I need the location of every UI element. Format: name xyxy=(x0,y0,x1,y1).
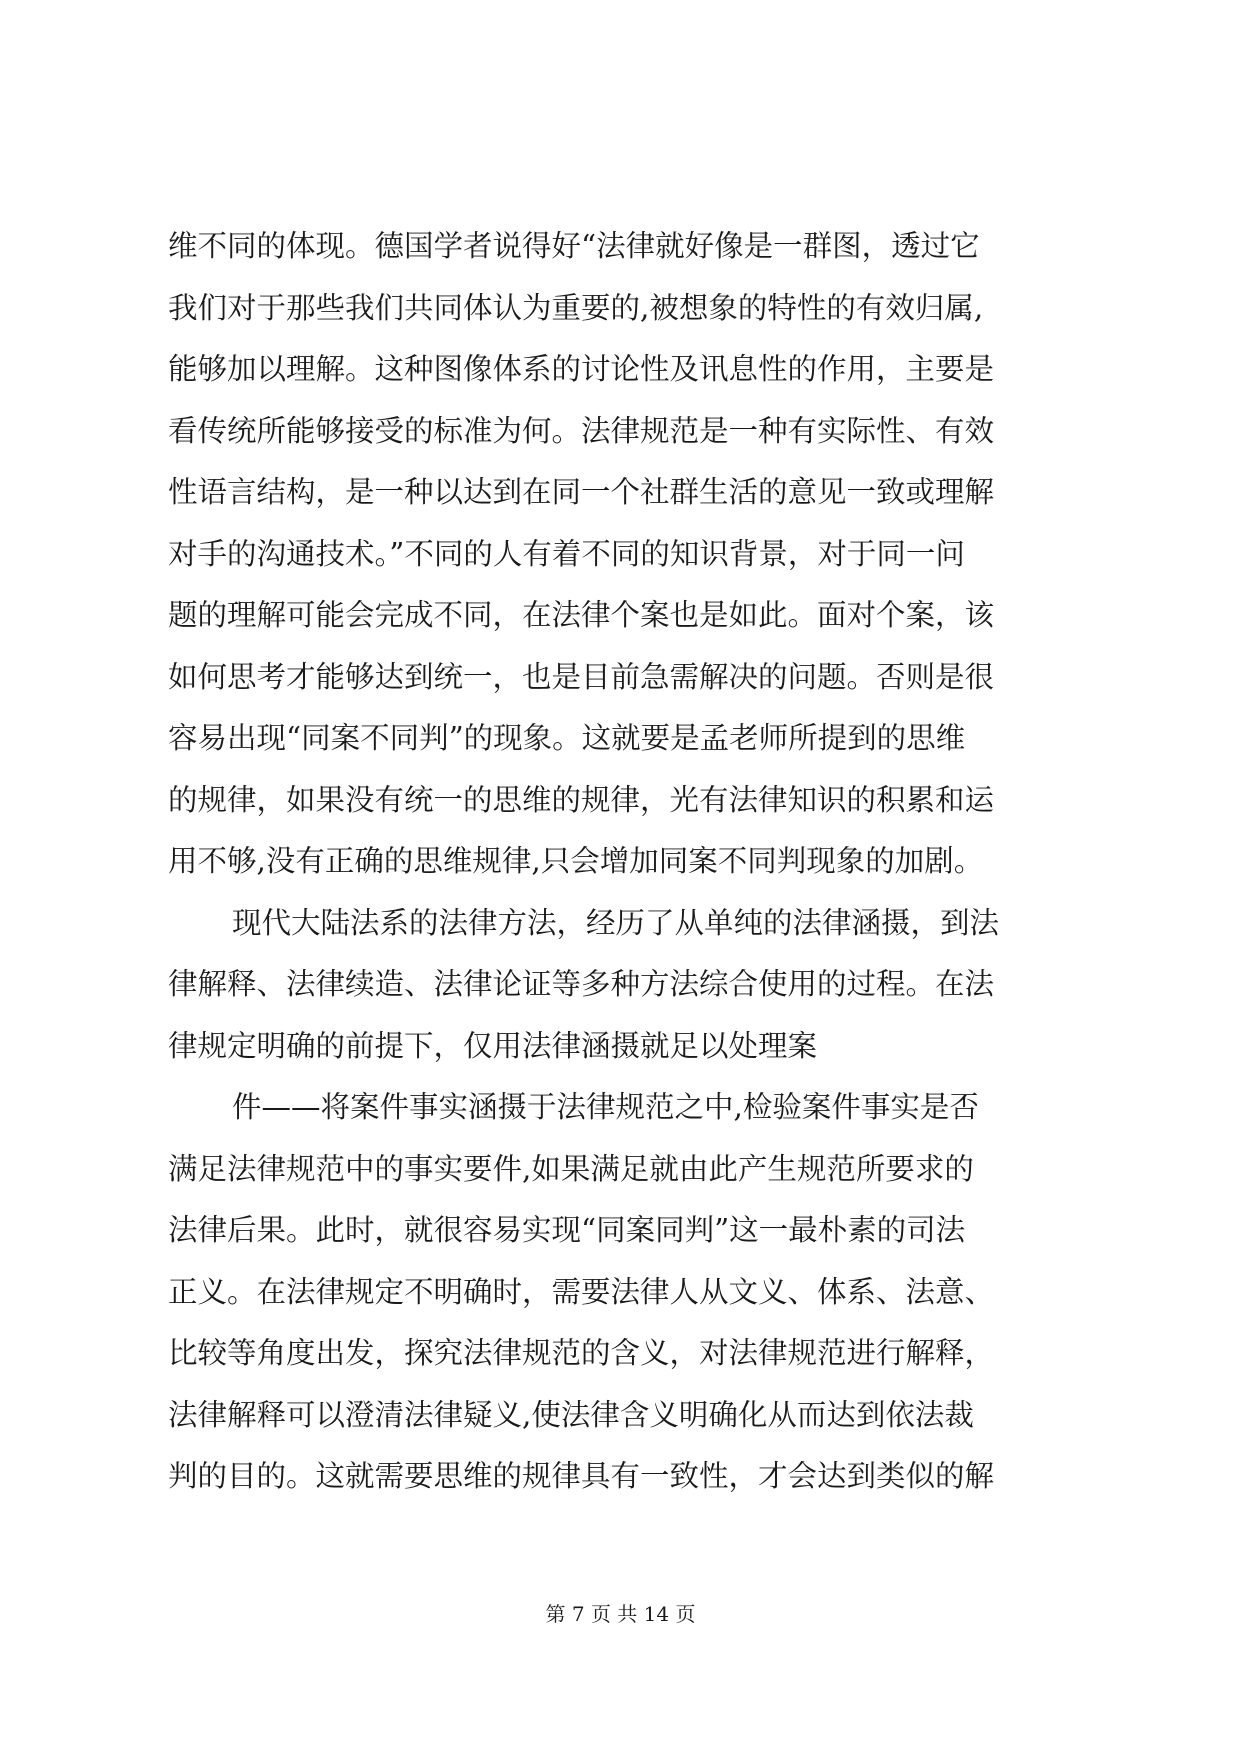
text-line: 我们对于那些我们共同体认为重要的,被想象的特性的有效归属, xyxy=(168,290,984,325)
text-line: 法律后果。此时，就很容易实现“同案同判”这一最朴素的司法 xyxy=(168,1213,966,1247)
text-line: 容易出现“同案不同判”的现象。这就要是孟老师所提到的思维 xyxy=(168,721,966,755)
paragraph-first-line: 件——将案件事实涵摄于法律规范之中,检验案件事实是否 xyxy=(232,1090,979,1124)
text-line: 维不同的体现。德国学者说得好“法律就好像是一群图，透过它 xyxy=(168,229,980,263)
text-line: 比较等角度出发，探究法律规范的含义，对法律规范进行解释， xyxy=(168,1336,995,1370)
text-line: 对手的沟通技术。”不同的人有着不同的知识背景，对于同一问 xyxy=(168,536,965,571)
paragraph-first-line: 现代大陆法系的法律方法，经历了从单纯的法律涵摄，到法 xyxy=(232,905,1000,940)
text-line: 看传统所能够接受的标准为何。法律规范是一种有实际性、有效 xyxy=(168,413,995,448)
text-line: 题的理解可能会完成不同，在法律个案也是如此。面对个案，该 xyxy=(168,598,995,632)
text-line: 律规定明确的前提下，仅用法律涵摄就足以处理案 xyxy=(168,1028,818,1063)
text-line: 如何思考才能够达到统一，也是目前急需解决的问题。否则是很 xyxy=(168,659,995,694)
text-line: 法律解释可以澄清法律疑义,使法律含义明确化从而达到依法裁 xyxy=(168,1397,974,1432)
page-number-footer: 第 7 页 共 14 页 xyxy=(545,1602,696,1626)
text-line: 的规律，如果没有统一的思维的规律，光有法律知识的积累和运 xyxy=(168,782,995,817)
text-line: 正义。在法律规定不明确时，需要法律人从文义、体系、法意、 xyxy=(168,1274,995,1309)
text-line: 用不够,没有正确的思维规律,只会增加同案不同判现象的加剧。 xyxy=(168,844,984,878)
text-line: 判的目的。这就需要思维的规律具有一致性，才会达到类似的解 xyxy=(168,1459,995,1493)
text-line: 性语言结构，是一种以达到在同一个社群生活的意见一致或理解 xyxy=(168,475,995,509)
text-line: 能够加以理解。这种图像体系的讨论性及讯息性的作用，主要是 xyxy=(168,352,995,386)
text-line: 满足法律规范中的事实要件,如果满足就由此产生规范所要求的 xyxy=(168,1151,974,1186)
text-line: 律解释、法律续造、法律论证等多种方法综合使用的过程。在法 xyxy=(168,967,995,1001)
